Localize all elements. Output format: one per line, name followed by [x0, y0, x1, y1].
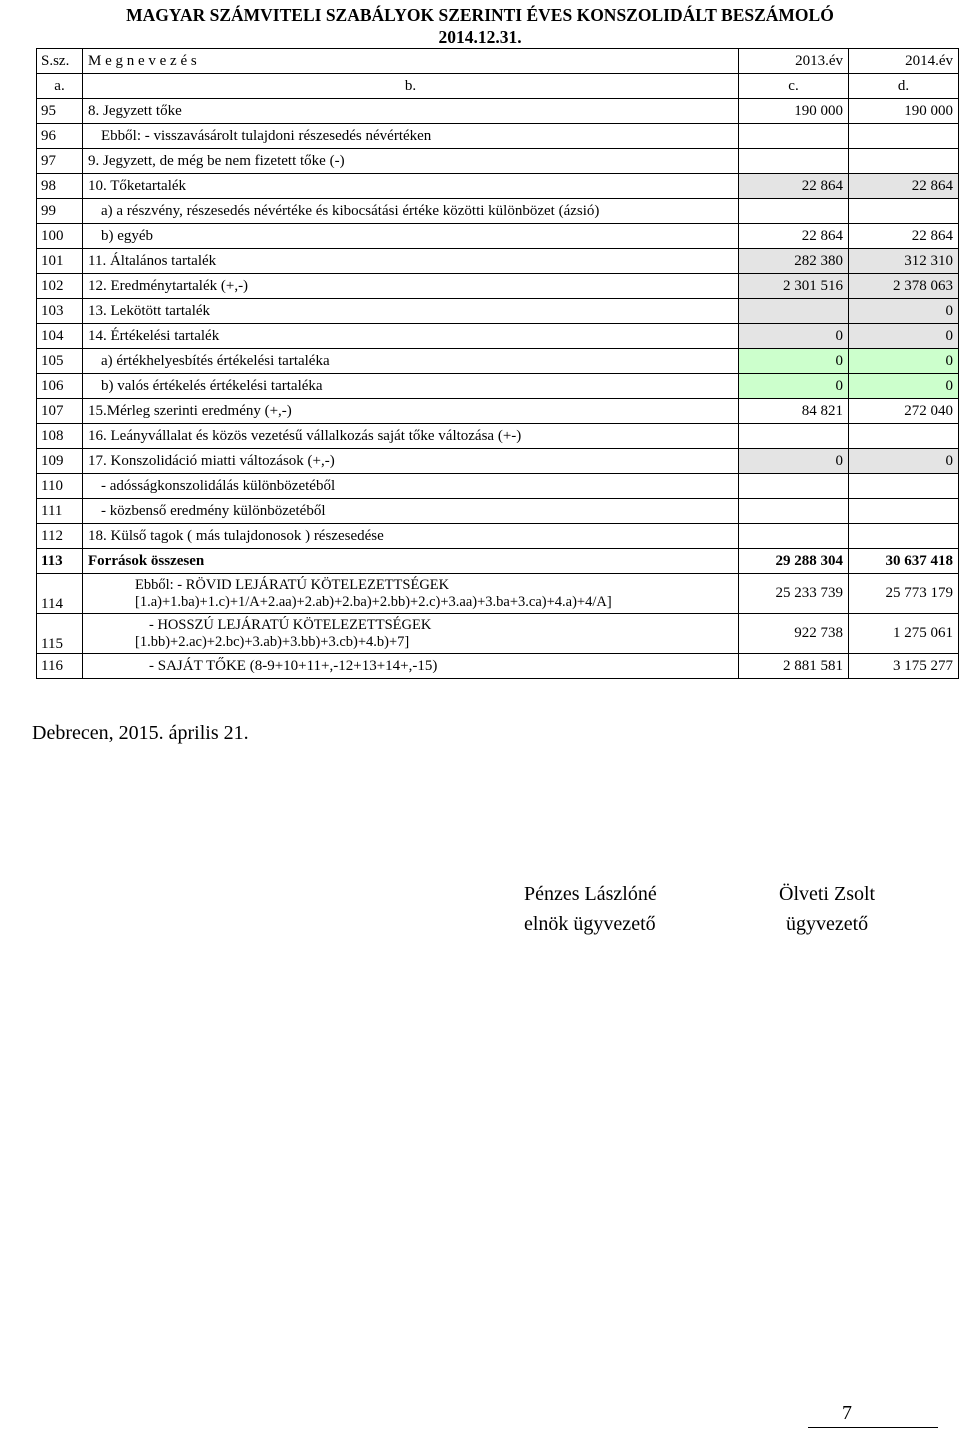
signature-title: ügyvezető: [785, 913, 869, 935]
row-name: [83, 574, 739, 614]
table-row: [37, 399, 959, 424]
row-name: a) a részvény, részesedés névértéke és kibocsátási értéke közötti különbözet (ázsió): [83, 199, 739, 224]
row-value-2014: 1 275 061: [849, 614, 959, 654]
subheader-2013: c.: [739, 74, 849, 99]
row-value-2013: [739, 499, 849, 524]
row-nr: 100: [37, 224, 83, 249]
row-value-2014: [849, 474, 959, 499]
row-name: 8. Jegyzett tőke: [83, 99, 739, 124]
row-name: 12. Eredménytartalék (+,-): [83, 274, 739, 299]
row-name: b) egyéb: [83, 224, 739, 249]
row-value-2014: 0: [849, 324, 959, 349]
row-value-2014: [849, 524, 959, 549]
row-name: 15.Mérleg szerinti eredmény (+,-): [83, 399, 739, 424]
row-value-2013: 0: [739, 449, 849, 474]
row-nr: 112: [37, 524, 83, 549]
place-date: Debrecen, 2015. április 21.: [32, 722, 249, 744]
row-value-2013: 922 738: [739, 614, 849, 654]
header-nr: S.sz.: [37, 49, 83, 74]
row-value-2013: 2 301 516: [739, 274, 849, 299]
table-row: [37, 474, 959, 499]
signature-block-1: [524, 879, 657, 939]
table-row: [37, 324, 959, 349]
row-name: 9. Jegyzett, de még be nem fizetett tőke (-): [83, 149, 739, 174]
table-row: [37, 224, 959, 249]
row-name: - adósságkonszolidálás különbözetéből: [83, 474, 739, 499]
row-name-line2: [83, 594, 733, 611]
row-name-line1: Ebből: - RÖVID LEJÁRATÚ KÖTELEZETTSÉGEK: [135, 576, 450, 593]
row-nr: 107: [37, 399, 83, 424]
signature-block-2: [779, 879, 875, 939]
row-value-2013: 2 881 581: [739, 654, 849, 679]
row-value-2013: 0: [739, 324, 849, 349]
page-number: 7: [842, 1402, 852, 1424]
row-value-2013: [739, 199, 849, 224]
row-value-2013: 282 380: [739, 249, 849, 274]
row-value-2014: 30 637 418: [849, 549, 959, 574]
row-nr: 111: [37, 499, 83, 524]
row-nr: 109: [37, 449, 83, 474]
header-row: [37, 49, 959, 74]
row-value-2013: 0: [739, 374, 849, 399]
row-nr: 110: [37, 474, 83, 499]
row-name: Források összesen: [83, 549, 739, 574]
row-value-2013: 25 233 739: [739, 574, 849, 614]
table-row: [37, 654, 959, 679]
row-value-2013: 0: [739, 349, 849, 374]
row-nr: 97: [37, 149, 83, 174]
row-nr: 106: [37, 374, 83, 399]
signature-name: Pénzes Lászlóné: [524, 883, 657, 905]
row-value-2014: 22 864: [849, 224, 959, 249]
row-value-2014: 3 175 277: [849, 654, 959, 679]
row-name: [83, 614, 739, 654]
row-value-2013: 190 000: [739, 99, 849, 124]
table-row-total: [37, 549, 959, 574]
table-row: [37, 249, 959, 274]
row-value-2013: 84 821: [739, 399, 849, 424]
row-nr: 96: [37, 124, 83, 149]
row-name: - közbenső eredmény különbözetéből: [83, 499, 739, 524]
row-value-2014: [849, 424, 959, 449]
row-value-2014: 0: [849, 349, 959, 374]
subheader-nr: a.: [37, 74, 83, 99]
row-value-2014: 22 864: [849, 174, 959, 199]
row-name: b) valós értékelés értékelési tartaléka: [83, 374, 739, 399]
row-name: 13. Lekötött tartalék: [83, 299, 739, 324]
row-value-2014: 0: [849, 299, 959, 324]
table-row: [37, 274, 959, 299]
row-name: Ebből: - visszavásárolt tulajdoni részesedés névértéken: [83, 124, 739, 149]
row-value-2013: [739, 124, 849, 149]
row-value-2014: 312 310: [849, 249, 959, 274]
row-nr: 115: [37, 614, 83, 654]
table-row: [37, 199, 959, 224]
table-row: [37, 574, 959, 614]
row-name: 18. Külső tagok ( más tulajdonosok ) részesedése: [83, 524, 739, 549]
balance-sheet-table: [36, 48, 959, 679]
header-name: M e g n e v e z é s: [83, 49, 739, 74]
row-name: 14. Értékelési tartalék: [83, 324, 739, 349]
row-name: a) értékhelyesbítés értékelési tartaléka: [83, 349, 739, 374]
row-name-line2: [1.bb)+2.ac)+2.bc)+3.ab)+3.bb)+3.cb)+4.b)+7]: [135, 633, 410, 650]
row-value-2014: [849, 149, 959, 174]
row-value-2014: 272 040: [849, 399, 959, 424]
table-row: [37, 174, 959, 199]
table-row: [37, 299, 959, 324]
row-value-2013: [739, 524, 849, 549]
subheader-2014: d.: [849, 74, 959, 99]
row-value-2014: 0: [849, 449, 959, 474]
row-value-2013: [739, 424, 849, 449]
signature-name: Ölveti Zsolt: [779, 883, 876, 905]
table-row: [37, 349, 959, 374]
row-nr: 116: [37, 654, 83, 679]
row-nr: 108: [37, 424, 83, 449]
row-nr: 102: [37, 274, 83, 299]
row-nr: 99: [37, 199, 83, 224]
subheader-name: b.: [83, 74, 739, 99]
row-value-2014: [849, 199, 959, 224]
table-row: [37, 614, 959, 654]
row-name: 11. Általános tartalék: [83, 249, 739, 274]
table-row: [37, 449, 959, 474]
row-nr: 114: [37, 574, 83, 614]
signature-title: elnök ügyvezető: [524, 913, 656, 935]
row-value-2013: 22 864: [739, 174, 849, 199]
row-nr: 105: [37, 349, 83, 374]
row-name-line1-wrap: [83, 617, 733, 634]
table-row: [37, 524, 959, 549]
row-value-2014: 190 000: [849, 99, 959, 124]
row-value-2014: [849, 124, 959, 149]
row-name-line1: - HOSSZÚ LEJÁRATÚ KÖTELEZETTSÉGEK: [149, 616, 432, 633]
table-row: [37, 149, 959, 174]
table-row: [37, 99, 959, 124]
table-row: [37, 124, 959, 149]
page-number-rule: [808, 1427, 938, 1428]
row-value-2014: [849, 499, 959, 524]
table-row: [37, 424, 959, 449]
row-value-2014: 0: [849, 374, 959, 399]
subheader-row: [37, 74, 959, 99]
row-name: 10. Tőketartalék: [83, 174, 739, 199]
report-title: [0, 4, 960, 48]
row-value-2013: [739, 299, 849, 324]
row-name-formula: [1.a)+1.ba)+1.c)+1/A+2.aa)+2.ab)+2.ba)+2.bb)+2.c)+3.aa)+3.ba+3.ca)+4.a)+4/A]: [135, 593, 612, 610]
row-name: 16. Leányvállalat és közös vezetésű vállalkozás saját tőke változása (+-): [83, 424, 739, 449]
table-row: [37, 374, 959, 399]
row-name: 17. Konszolidáció miatti változások (+,-): [83, 449, 739, 474]
table-row: [37, 499, 959, 524]
row-nr: 101: [37, 249, 83, 274]
row-nr: 104: [37, 324, 83, 349]
header-2013: 2013.év: [739, 49, 849, 74]
row-name: - SAJÁT TŐKE (8-9+10+11+,-12+13+14+,-15): [83, 654, 739, 679]
row-value-2013: 29 288 304: [739, 549, 849, 574]
row-nr: 113: [37, 549, 83, 574]
row-value-2014: 25 773 179: [849, 574, 959, 614]
row-value-2013: [739, 149, 849, 174]
report-title-line1: MAGYAR SZÁMVITELI SZABÁLYOK SZERINTI ÉVES KONSZOLIDÁLT BESZÁMOLÓ: [126, 5, 834, 25]
report-title-date: 2014.12.31.: [438, 27, 522, 47]
row-nr: 98: [37, 174, 83, 199]
row-value-2014: 2 378 063: [849, 274, 959, 299]
row-value-2013: [739, 474, 849, 499]
row-nr: 95: [37, 99, 83, 124]
header-2014: 2014.év: [849, 49, 959, 74]
row-value-2013: 22 864: [739, 224, 849, 249]
row-nr: 103: [37, 299, 83, 324]
